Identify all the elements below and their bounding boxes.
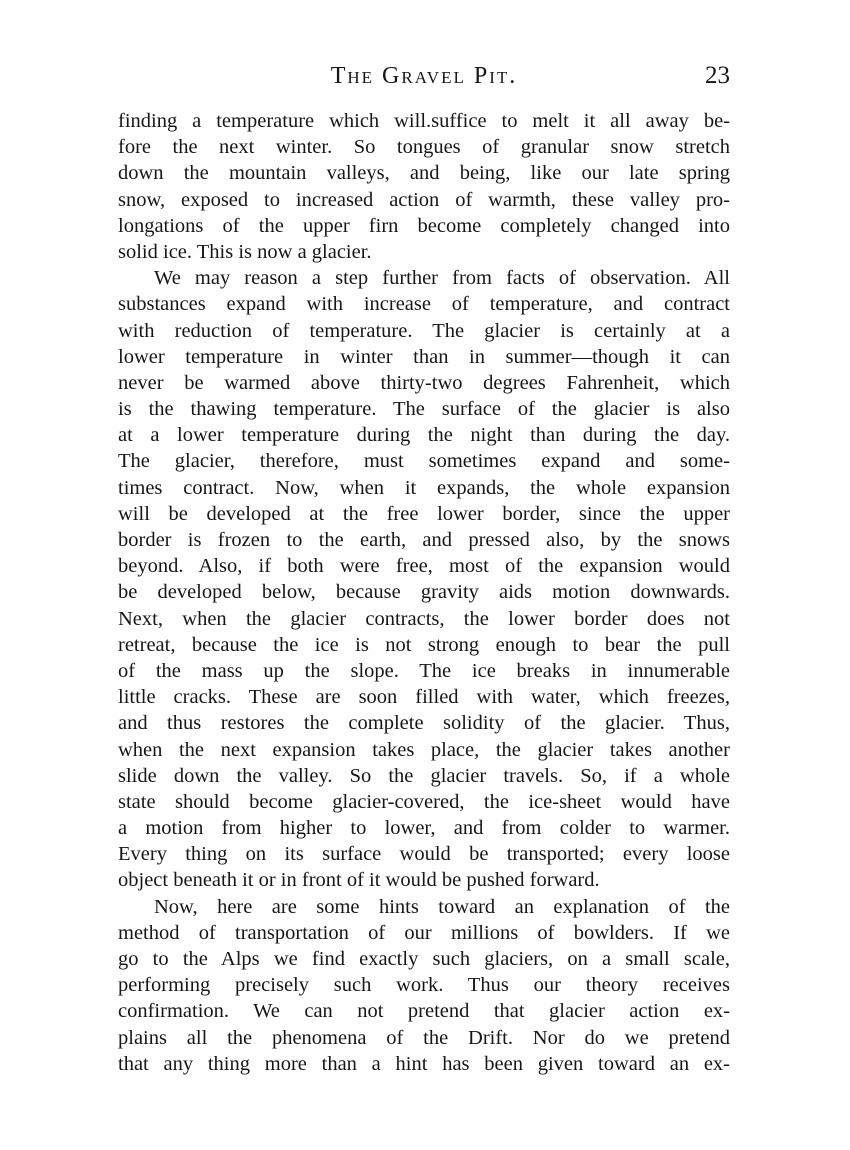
text-line: Next, when the glacier contracts, the lower border does not <box>118 607 730 630</box>
text-line: solid ice. This is now a glacier. <box>118 240 372 263</box>
text-line: object beneath it or in front of it would be pushed forward. <box>118 869 600 892</box>
text-line: times contract. Now, when it expands, the whole expansion <box>118 476 730 499</box>
paragraph-1 <box>118 108 730 265</box>
text-line: retreat, because the ice is not strong enough to bear the pull <box>118 633 730 656</box>
paragraph-2 <box>118 265 730 894</box>
text-line: border is frozen to the earth, and pressed also, by the snows <box>118 529 730 551</box>
text-line: lower temperature in winter than in summer—though it can <box>118 345 730 368</box>
text-line: finding a temperature which will.suffice to melt it all away be- <box>118 110 730 132</box>
text-line: substances expand with increase of temperature, and contract <box>118 293 730 316</box>
text-line: The glacier, therefore, must sometimes expand and some- <box>118 450 730 473</box>
text-line: never be warmed above thirty-two degrees Fahrenheit, which <box>118 371 730 394</box>
text-line: slide down the valley. So the glacier travels. So, if a whole <box>118 764 730 787</box>
text-line: confirmation. We can not pretend that glacier action ex- <box>118 1000 730 1023</box>
text-line: a motion from higher to lower, and from colder to warmer. <box>118 817 730 840</box>
text-line: down the mountain valleys, and being, like our late spring <box>118 162 730 185</box>
text-line: little cracks. These are soon filled with water, which freezes, <box>118 686 730 709</box>
text-line: with reduction of temperature. The glacier is certainly at a <box>118 319 730 342</box>
body-text <box>118 108 730 1077</box>
text-line: and thus restores the complete solidity of the glacier. Thus, <box>118 712 730 735</box>
text-line: when the next expansion takes place, the glacier takes another <box>118 738 730 761</box>
text-line: that any thing more than a hint has been given toward an ex- <box>118 1052 730 1075</box>
text-line: We may reason a step further from facts of observation. All <box>154 267 730 290</box>
text-line: longations of the upper firn become completely changed into <box>118 214 730 237</box>
text-line: plains all the phenomena of the Drift. Nor do we pretend <box>118 1026 730 1049</box>
text-line: fore the next winter. So tongues of granular snow stretch <box>118 136 730 159</box>
text-line: go to the Alps we find exactly such glaciers, on a small scale, <box>118 948 730 970</box>
text-line: will be developed at the free lower border, since the upper <box>118 502 730 525</box>
text-line: snow, exposed to increased action of warmth, these valley pro- <box>118 188 730 211</box>
text-line: be developed below, because gravity aids motion downwards. <box>118 581 730 604</box>
text-line: at a lower temperature during the night than during the day. <box>118 424 730 447</box>
text-line: Now, here are some hints toward an explanation of the <box>154 895 730 918</box>
page-number: 23 <box>705 62 730 89</box>
running-head <box>118 60 730 92</box>
text-line: of the mass up the slope. The ice breaks in innumerable <box>118 659 730 682</box>
text-line: is the thawing temperature. The surface of the glacier is also <box>118 398 730 421</box>
running-title: The Gravel Pit. <box>330 63 518 89</box>
text-line: beyond. Also, if both were free, most of the expansion would <box>118 555 730 578</box>
text-line: performing precisely such work. Thus our theory receives <box>118 974 730 997</box>
paragraph-3 <box>118 894 730 1077</box>
text-line: Every thing on its surface would be transported; every loose <box>118 843 730 866</box>
text-line: state should become glacier-covered, the ice-sheet would have <box>118 790 730 813</box>
text-line: method of transportation of our millions of bowlders. If we <box>118 921 730 944</box>
